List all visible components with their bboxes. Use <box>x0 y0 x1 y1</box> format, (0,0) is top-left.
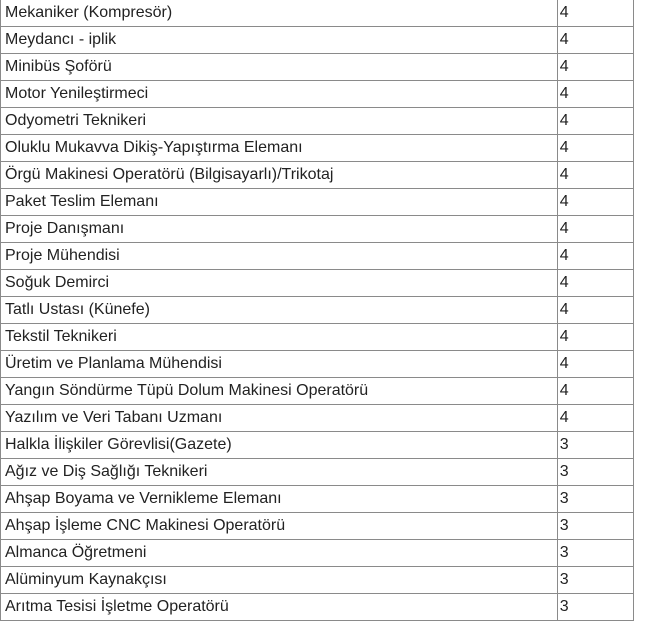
job-count-cell: 4 <box>557 135 633 162</box>
job-count-cell: 3 <box>557 513 633 540</box>
table-row <box>1 108 634 135</box>
table-row <box>1 243 634 270</box>
job-name-cell: Yazılım ve Veri Tabanı Uzmanı <box>1 405 558 432</box>
job-count-cell: 3 <box>557 567 633 594</box>
table-row <box>1 324 634 351</box>
job-count-cell: 4 <box>557 351 633 378</box>
job-count-cell: 4 <box>557 405 633 432</box>
table-row <box>1 594 634 621</box>
job-count-cell: 4 <box>557 0 633 27</box>
table-row <box>1 270 634 297</box>
table-row <box>1 135 634 162</box>
job-name-cell: Minibüs Şoförü <box>1 54 558 81</box>
job-name-cell: Odyometri Teknikeri <box>1 108 558 135</box>
job-name-cell: Halkla İlişkiler Görevlisi(Gazete) <box>1 432 558 459</box>
job-count-cell: 4 <box>557 27 633 54</box>
job-count-cell: 4 <box>557 324 633 351</box>
job-name-cell: Proje Mühendisi <box>1 243 558 270</box>
table-row <box>1 0 634 27</box>
job-name-cell: Tekstil Teknikeri <box>1 324 558 351</box>
job-name-cell: Meydancı - iplik <box>1 27 558 54</box>
table-row <box>1 81 634 108</box>
table-row <box>1 540 634 567</box>
job-name-cell: Alüminyum Kaynakçısı <box>1 567 558 594</box>
table-row <box>1 351 634 378</box>
table-row <box>1 189 634 216</box>
job-name-cell: Oluklu Mukavva Dikiş-Yapıştırma Elemanı <box>1 135 558 162</box>
job-name-cell: Ağız ve Diş Sağlığı Teknikeri <box>1 459 558 486</box>
table-row <box>1 513 634 540</box>
job-count-cell: 4 <box>557 270 633 297</box>
job-count-cell: 4 <box>557 54 633 81</box>
job-name-cell: Tatlı Ustası (Künefe) <box>1 297 558 324</box>
job-count-cell: 3 <box>557 459 633 486</box>
job-count-cell: 3 <box>557 432 633 459</box>
table-row <box>1 54 634 81</box>
job-name-cell: Motor Yenileştirmeci <box>1 81 558 108</box>
job-count-cell: 4 <box>557 378 633 405</box>
job-count-cell: 3 <box>557 486 633 513</box>
table-row <box>1 27 634 54</box>
job-count-cell: 4 <box>557 216 633 243</box>
job-name-cell: Soğuk Demirci <box>1 270 558 297</box>
job-name-cell: Ahşap Boyama ve Vernikleme Elemanı <box>1 486 558 513</box>
table-row <box>1 162 634 189</box>
table-row <box>1 405 634 432</box>
table-row <box>1 432 634 459</box>
job-name-cell: Üretim ve Planlama Mühendisi <box>1 351 558 378</box>
job-count-cell: 4 <box>557 108 633 135</box>
table-row <box>1 567 634 594</box>
job-name-cell: Örgü Makinesi Operatörü (Bilgisayarlı)/Trikotaj <box>1 162 558 189</box>
table-row <box>1 486 634 513</box>
job-count-cell: 4 <box>557 81 633 108</box>
job-name-cell: Proje Danışmanı <box>1 216 558 243</box>
job-count-cell: 4 <box>557 189 633 216</box>
job-name-cell: Paket Teslim Elemanı <box>1 189 558 216</box>
table-row <box>1 378 634 405</box>
table-row <box>1 216 634 243</box>
job-name-cell: Almanca Öğretmeni <box>1 540 558 567</box>
job-count-cell: 3 <box>557 540 633 567</box>
table-row <box>1 297 634 324</box>
job-name-cell: Mekaniker (Kompresör) <box>1 0 558 27</box>
job-name-cell: Arıtma Tesisi İşletme Operatörü <box>1 594 558 621</box>
job-name-cell: Yangın Söndürme Tüpü Dolum Makinesi Operatörü <box>1 378 558 405</box>
job-table-body <box>1 0 634 621</box>
job-count-cell: 3 <box>557 594 633 621</box>
job-count-cell: 4 <box>557 243 633 270</box>
job-count-cell: 4 <box>557 297 633 324</box>
job-name-cell: Ahşap İşleme CNC Makinesi Operatörü <box>1 513 558 540</box>
job-count-cell: 4 <box>557 162 633 189</box>
table-row <box>1 459 634 486</box>
